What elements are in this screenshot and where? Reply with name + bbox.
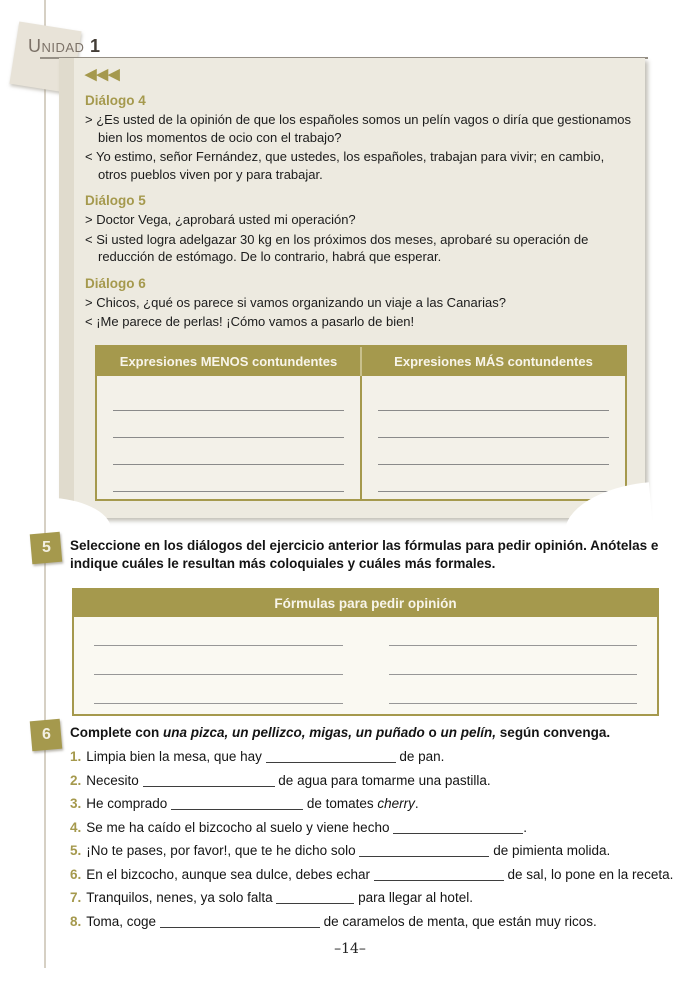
text-segment: . xyxy=(523,819,527,835)
answer-blank[interactable] xyxy=(393,821,523,834)
dialogue-line xyxy=(85,231,633,266)
text-segment: Tranquilos, nenes, ya solo falta xyxy=(86,890,277,905)
text-segment: para llegar al hotel. xyxy=(354,890,473,905)
answer-blank[interactable] xyxy=(389,617,638,646)
panel-edge-decoration xyxy=(59,58,74,518)
item-number: 2. xyxy=(70,772,82,788)
dialogue-title: Diálogo 5 xyxy=(85,193,146,208)
exercise5-number-badge xyxy=(30,532,63,565)
answer-blank[interactable] xyxy=(113,384,344,411)
dialogue-line xyxy=(85,211,633,229)
text-segment: de agua para tomarme una pastilla. xyxy=(274,772,491,788)
fill-blank-item xyxy=(70,772,698,790)
rewind-arrows-icon: ◀◀◀ xyxy=(85,66,120,83)
dialogue-text: Si usted logra adelgazar 30 kg en los próximos dos meses, aprobaré su operación de reducción de estómago. De lo contrario, habrá que esperar. xyxy=(96,231,589,264)
formulas-column-right xyxy=(389,617,638,704)
speaker-marker: < xyxy=(85,149,96,164)
dialogue-line xyxy=(85,111,633,146)
dialogue xyxy=(85,276,633,331)
speaker-marker: > xyxy=(85,212,97,227)
fill-blank-item xyxy=(70,795,698,813)
dialogue-text: ¿Es usted de la opinión de que los españoles somos un pelín vagos o diría que gestionamos bien los momentos de ocio con el trabajo? xyxy=(96,112,632,145)
text-segment: . xyxy=(414,796,419,811)
text-segment: un pelín, xyxy=(440,725,497,740)
answer-blank[interactable] xyxy=(378,384,609,411)
column-header-menos: Expresiones MENOS contundentes xyxy=(119,353,338,369)
formulas-table xyxy=(72,588,659,716)
dialogue-line xyxy=(85,294,633,312)
speaker-marker: > xyxy=(85,294,97,310)
exercise5-number: 5 xyxy=(41,539,51,556)
speaker-marker: < xyxy=(85,314,97,329)
text-segment: He comprado xyxy=(86,796,172,811)
page-number: –14– xyxy=(334,941,366,957)
answer-blank[interactable] xyxy=(378,411,609,438)
text-segment: de pan. xyxy=(395,749,445,764)
exercise6-items xyxy=(70,748,698,936)
formulas-table-title: Fórmulas para pedir opinión xyxy=(74,590,657,617)
item-number: 7. xyxy=(70,890,82,905)
answer-blank[interactable] xyxy=(113,465,344,492)
item-number: 4. xyxy=(70,819,82,835)
text-segment: En el bizcocho, aunque sea dulce, debes echar xyxy=(86,866,374,882)
answer-blank[interactable] xyxy=(266,750,396,763)
text-segment: o xyxy=(424,725,441,740)
answer-blank[interactable] xyxy=(160,915,320,928)
unit-number: 1 xyxy=(89,36,101,56)
item-number: 3. xyxy=(70,796,82,811)
fill-blank-item xyxy=(70,819,698,837)
text-segment: Limpia bien la mesa, que hay xyxy=(86,749,266,764)
answer-blank[interactable] xyxy=(94,646,343,675)
fill-blank-item xyxy=(70,889,698,907)
dialogue-line xyxy=(85,313,633,331)
page-curl-decoration xyxy=(53,498,113,530)
text-segment: de tomates xyxy=(303,796,378,811)
dialogue-text: Chicos, ¿qué os parece si vamos organizando un viaje a las Canarias? xyxy=(96,294,506,310)
text-segment: de caramelos de menta, que están muy ricos. xyxy=(319,913,597,929)
text-segment: Se me ha caído el bizcocho al suelo y viene hecho xyxy=(86,819,394,835)
text-segment: una pizca, un pellizco, migas, un puñado xyxy=(163,725,425,740)
text-segment: Toma, coge xyxy=(86,913,160,929)
exercise6-number: 6 xyxy=(41,726,51,743)
formulas-column-left xyxy=(94,617,343,704)
answer-blank[interactable] xyxy=(143,774,275,787)
text-segment: Complete con xyxy=(70,725,164,740)
exercise5-instruction: Seleccione en los diálogos del ejercicio anterior las fórmulas para pedir opinión. Anótelas e indique cuáles le resultan más coloquiales y cuáles más formales. xyxy=(70,538,659,571)
exercise6-instruction xyxy=(70,724,692,742)
dialogue xyxy=(85,93,633,183)
panel-content xyxy=(85,67,633,501)
dialogue-text: Yo estimo, señor Fernández, que ustedes, los españoles, trabajan para vivir; en cambio, otros pueblos viven por y para trabajar. xyxy=(95,149,605,182)
speaker-marker: > xyxy=(85,112,97,127)
column-header-mas: Expresiones MÁS contundentes xyxy=(360,347,625,376)
text-segment: de sal, lo pone en la receta. xyxy=(503,866,674,882)
fill-blank-item xyxy=(70,913,698,931)
unit-label xyxy=(28,36,100,57)
expressions-table-header xyxy=(97,347,625,376)
text-segment: según convenga. xyxy=(496,725,611,740)
text-segment: cherry xyxy=(377,796,415,811)
expressions-table-body xyxy=(97,376,625,499)
text-segment: ¡No te pases, por favor!, que te he dicho solo xyxy=(86,843,360,858)
answer-blank[interactable] xyxy=(378,438,609,465)
exercise6-number-badge xyxy=(30,719,63,752)
text-segment: Necesito xyxy=(86,772,143,788)
answer-blank[interactable] xyxy=(94,617,343,646)
item-number: 1. xyxy=(70,749,82,764)
dialogue-text: ¡Me parece de perlas! ¡Cómo vamos a pasarlo de bien! xyxy=(96,314,415,329)
item-number: 6. xyxy=(70,866,82,882)
fill-blank-item xyxy=(70,866,698,884)
answer-blank[interactable] xyxy=(359,844,489,857)
expressions-column-right xyxy=(360,376,625,499)
fill-blank-item xyxy=(70,842,698,860)
dialogue xyxy=(85,193,633,266)
unit-word: Unidad xyxy=(28,36,85,56)
item-number: 5. xyxy=(70,843,82,858)
answer-blank[interactable] xyxy=(94,675,343,704)
formulas-table-body xyxy=(74,617,657,714)
dialogues-container xyxy=(85,93,633,331)
answer-blank[interactable] xyxy=(113,411,344,438)
margin-rule xyxy=(44,0,46,968)
dialogue-line xyxy=(85,148,633,183)
answer-blank[interactable] xyxy=(276,891,354,904)
answer-blank[interactable] xyxy=(378,465,609,492)
dialogue-text: Doctor Vega, ¿aprobará usted mi operación? xyxy=(96,212,356,227)
speaker-marker: < xyxy=(85,231,97,247)
item-number: 8. xyxy=(70,913,82,929)
text-segment: de pimienta molida. xyxy=(489,843,611,858)
expressions-table xyxy=(95,345,627,501)
answer-blank[interactable] xyxy=(113,438,344,465)
answer-blank[interactable] xyxy=(389,675,638,704)
dialogue-title: Diálogo 4 xyxy=(85,93,146,108)
dialogues-panel xyxy=(59,58,645,518)
expressions-column-left xyxy=(97,376,360,499)
dialogue-title: Diálogo 6 xyxy=(85,275,146,291)
answer-blank[interactable] xyxy=(389,646,638,675)
answer-blank[interactable] xyxy=(374,868,504,881)
fill-blank-item xyxy=(70,748,698,766)
answer-blank[interactable] xyxy=(171,797,303,810)
